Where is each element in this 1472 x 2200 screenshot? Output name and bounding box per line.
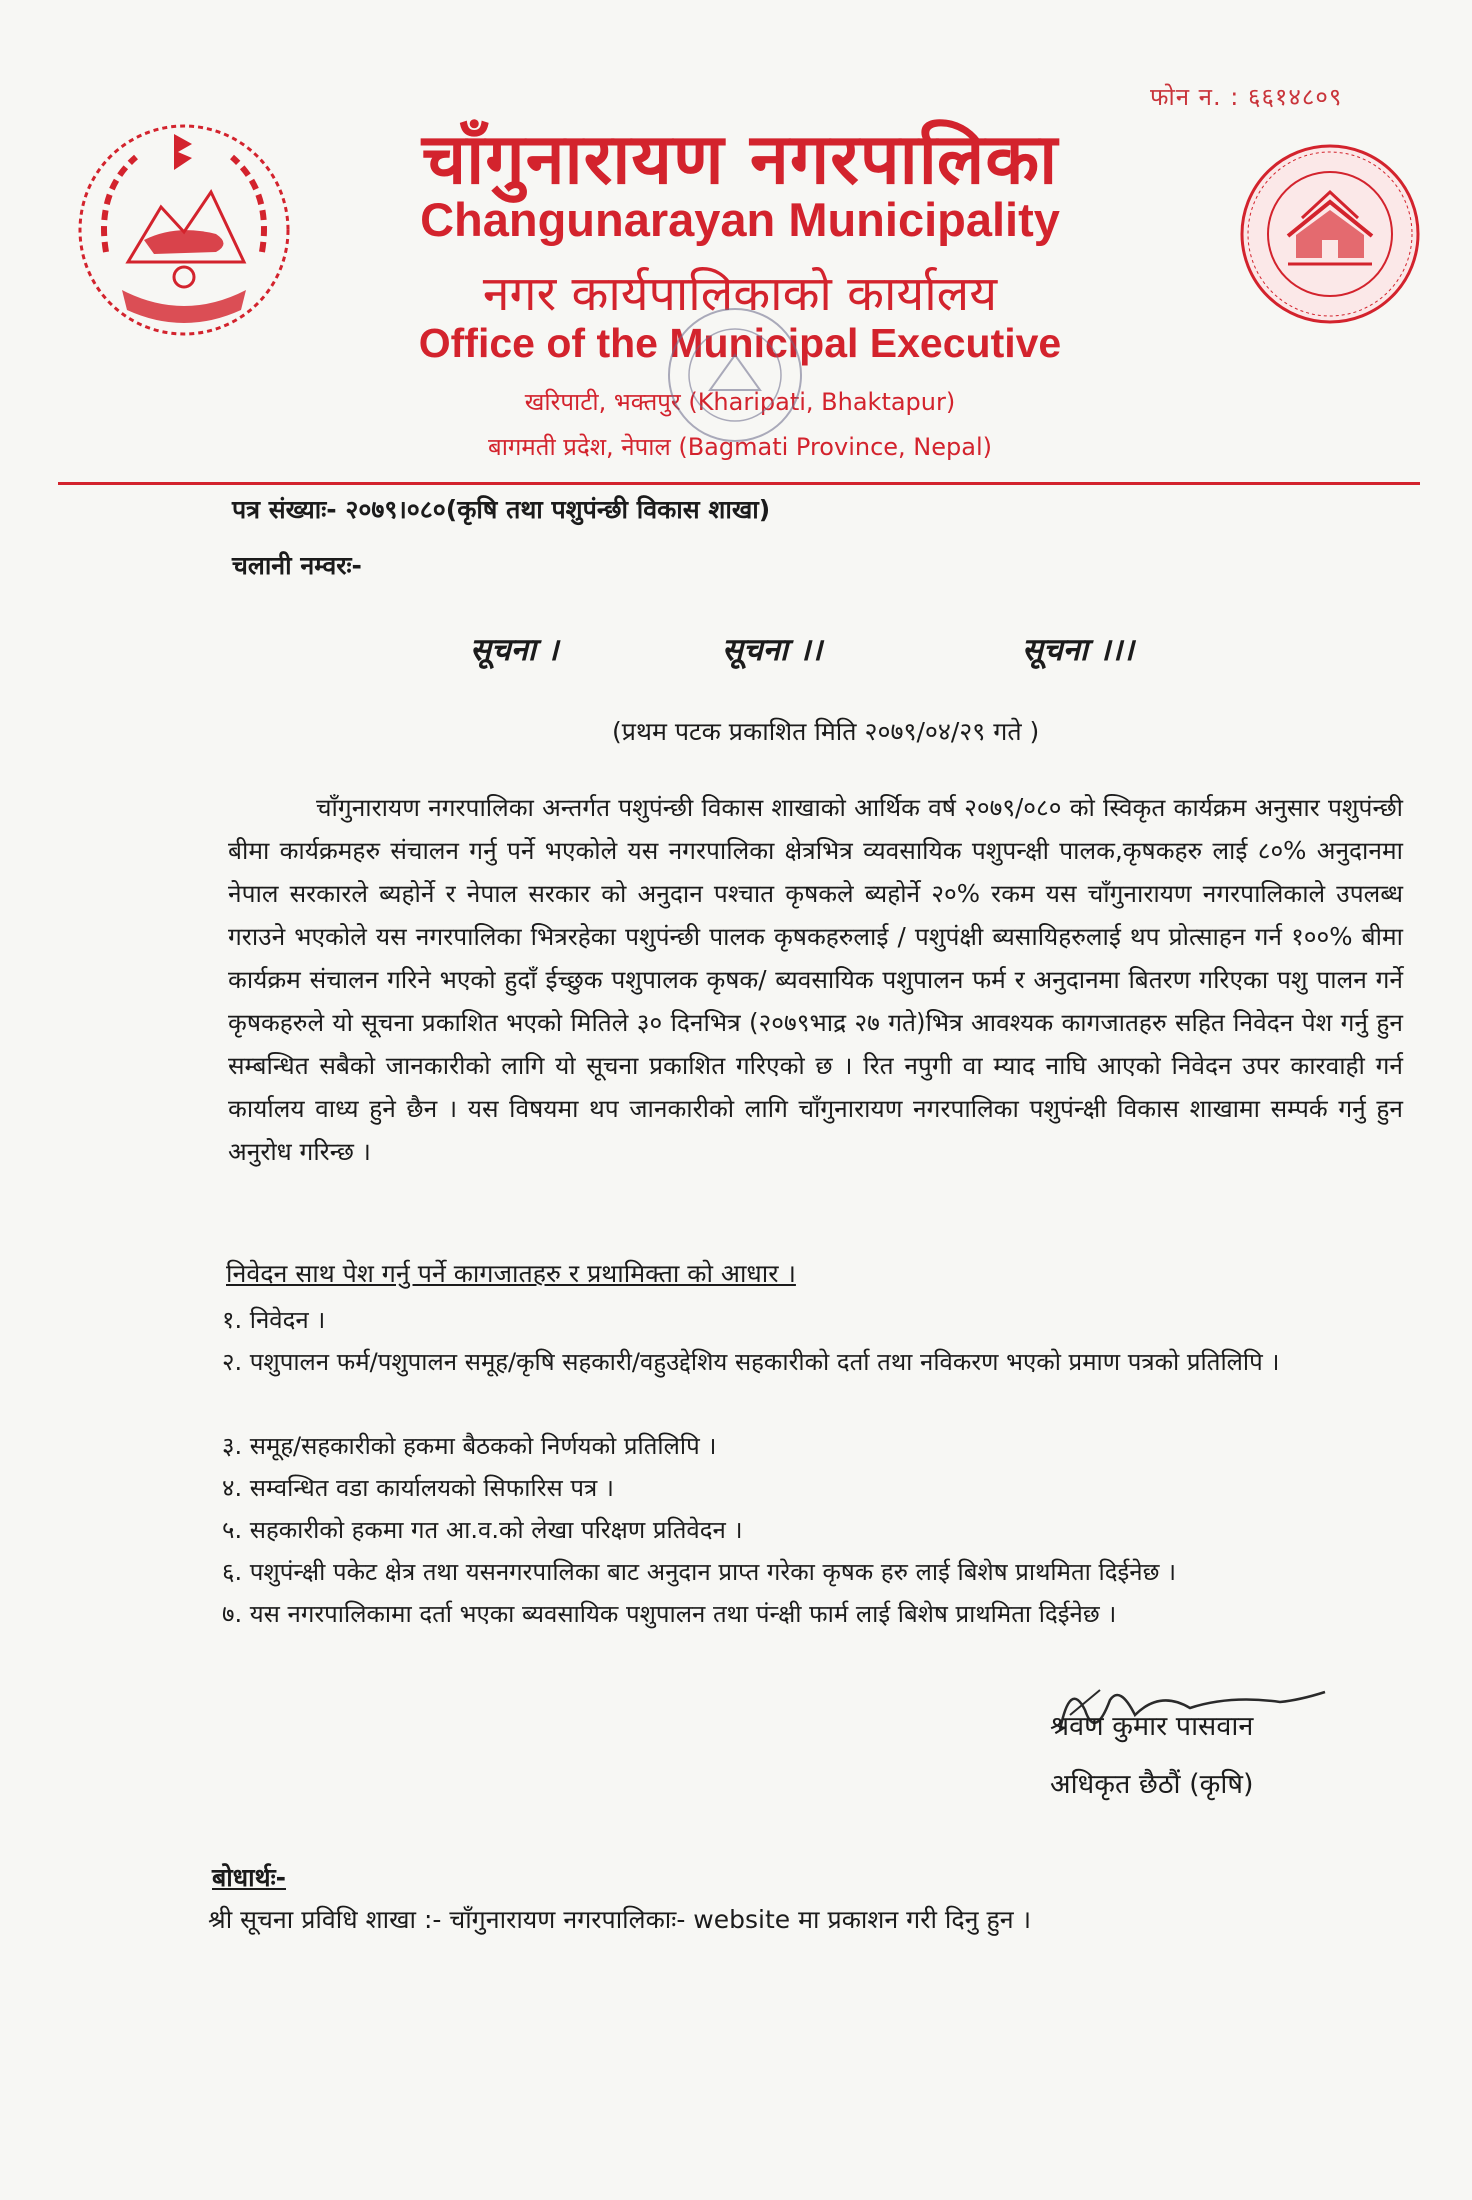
dispatch-number-label: चलानी नम्वरः- (232, 551, 362, 580)
requirement-item: ६. पशुपंन्क्षी पकेट क्षेत्र तथा यसनगरपालिका बाट अनुदान प्राप्त गरेका कृषक हरु लाई बिशेष प्राथमिता दिईनेछ । (222, 1558, 1177, 1586)
municipality-seal-icon (1236, 140, 1424, 328)
requirement-item: ५. सहकारीको हकमा गत आ.व.को लेखा परिक्षण प्रतिवेदन । (222, 1516, 743, 1544)
publication-date: (प्रथम पटक प्रकाशित मिति २०७९/०४/२९ गते ) (612, 717, 1040, 746)
notice-body: चाँगुनारायण नगरपालिका अन्तर्गत पशुपंन्छी विकास शाखाको आर्थिक वर्ष २०७९/०८० को स्विकृत कार्यक्रम अनुसार पशुपंन्छी बीमा कार्यक्रमहरु संचालन गर्नु पर्ने भएकोले यस नगरपालिका क्षेत्रभित्र व्यवसायिक पशुपन्क्षी पालक,कृषकहरु लाई ८०% अनुदानमा नेपाल सरकारले ब्यहोर्ने र नेपाल सरकार को अनुदान पश्चात कृषकले ब्यहोर्ने २०% रकम यस चाँगुनारायण नगरपालिकाले उपलब्ध गराउने भएकोले यस नगरपालिका भित्ररहेका पशुपंन्छी पालक कृषकहरुलाई / पशुपंक्षी ब्यसायिहरुलाई थप प्रोत्साहन गर्न १००% बीमा कार्यक्रम संचालन गरिने भएको हुदाँ ईच्छुक पशुपालक कृषक/ ब्यवसायिक पशुपालन फर्म र अनुदानमा बितरण गरिएका पशु पालन गर्ने कृषकहरुले यो सूचना प्रकाशित भएको मितिले ३० दिनभित्र (२०७९भाद्र २७ गते)भित्र आवश्यक कागजातहरु सहित निवेदन पेश गर्नु हुन सम्बन्धित सबैको जानकारीको लागि यो सूचना प्रकाशित गरिएको छ । रित नपुगी वा म्याद नाघि आएको निवेदन उपर कारवाही गर्न कार्यालय वाध्य हुने छैन । यस विषयमा थप जानकारीको लागि चाँगुनारायण नगरपालिका पशुपंन्क्षी विकास शाखामा सम्पर्क गर्नु हुन अनुरोध गरिन्छ । (228, 793, 1403, 1166)
cc-label: बोधार्थः- (212, 1863, 287, 1892)
nepal-emblem-icon (66, 112, 302, 348)
notice-heading-3: सूचना ।।। (1022, 632, 1134, 668)
notice-heading-1: सूचना । (470, 632, 559, 668)
signatory-name: श्रवण कुमार पासवान (1050, 1711, 1254, 1742)
signatory-title: अधिकृत छैठौं (कृषि) (1050, 1769, 1254, 1800)
requirement-item: २. पशुपालन फर्म/पशुपालन समूह/कृषि सहकारी/वहुउद्देशिय सहकारीको दर्ता तथा नविकरण भएको प्रमाण पत्रको प्रतिलिपि । (222, 1348, 1280, 1376)
address-line-2: बागमती प्रदेश, नेपाल (Bagmati Province, Nepal) (488, 433, 992, 461)
requirement-item: ४. सम्वन्धित वडा कार्यालयको सिफारिस पत्र । (222, 1474, 614, 1502)
requirement-item: १. निवेदन । (222, 1306, 326, 1334)
address-line-1: खरिपाटी, भक्तपुर (Kharipati, Bhaktapur) (524, 388, 956, 416)
office-stamp-icon (660, 300, 810, 450)
phone-number: फोन न. : ६६१४८०९ (1150, 83, 1343, 111)
office-name-nepali: नगर कार्यपालिकाको कार्यालय (482, 266, 998, 322)
letter-reference-number: पत्र संख्याः- २०७९।०८०(कृषि तथा पशुपंन्छी विकास शाखा) (232, 495, 771, 524)
municipality-name-nepali: चाँगुनारायण नगरपालिका (421, 118, 1059, 200)
header-divider (58, 482, 1420, 485)
requirement-item: ७. यस नगरपालिकामा दर्ता भएका ब्यवसायिक पशुपालन तथा पंन्क्षी फार्म लाई बिशेष प्राथमिता दिईनेछ । (222, 1600, 1117, 1628)
requirement-item: ३. समूह/सहकारीको हकमा बैठकको निर्णयको प्रतिलिपि । (222, 1432, 717, 1460)
cc-recipient: श्री सूचना प्रविधि शाखा :- चाँगुनारायण नगरपालिकाः- website मा प्रकाशन गरी दिनु हुन । (208, 1905, 1032, 1934)
requirements-heading: निवेदन साथ पेश गर्नु पर्ने कागजातहरु र प्रथामिक्ता को आधार । (226, 1259, 796, 1288)
office-name-english: Office of the Municipal Executive (418, 320, 1062, 366)
municipality-name-english: Changunarayan Municipality (420, 193, 1060, 246)
notice-heading-2: सूचना ।। (722, 632, 823, 668)
